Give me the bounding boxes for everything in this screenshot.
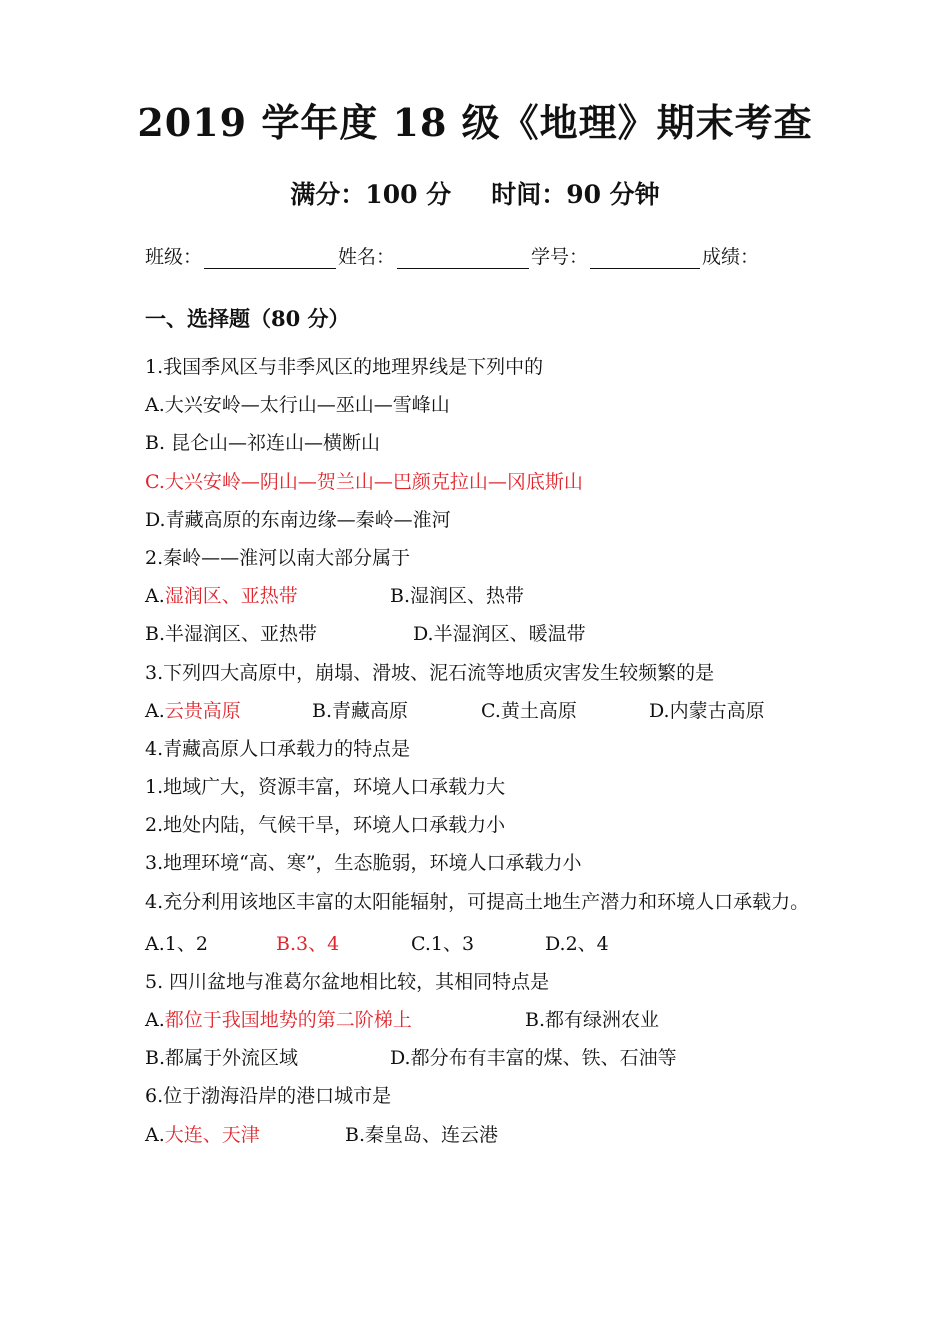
question-1-option-b: B. 昆仑山—祁连山—横断山 <box>145 432 381 455</box>
question-6-option-b: B.秦皇岛、连云港 <box>345 1123 499 1146</box>
question-5-option-c: B.都属于外流区域 <box>145 1047 299 1070</box>
class-label: 班级： <box>145 246 203 268</box>
option-prefix: A. <box>145 699 165 722</box>
id-blank[interactable] <box>590 244 700 269</box>
question-3-option-d: D.内蒙古高原 <box>649 699 765 722</box>
exam-meta <box>0 175 950 211</box>
question-4-statement-3: 3.地理环境“高、寒”，生态脆弱，环境人口承载力小 <box>145 852 582 875</box>
option-prefix: A. <box>145 1009 165 1031</box>
name-blank[interactable] <box>397 244 529 269</box>
question-4-option-c: C.1、3 <box>411 932 475 955</box>
question-2-row-2 <box>145 615 825 653</box>
question-4-stem: 4.青藏高原人口承载力的特点是 <box>145 737 411 760</box>
answer-text: 大连、天津 <box>164 1123 260 1146</box>
question-4-options <box>145 925 825 963</box>
question-4-option-d: D.2、4 <box>545 932 609 955</box>
question-1-option-a: A.大兴安岭—太行山—巫山—雪峰山 <box>145 394 450 417</box>
question-6-options <box>145 1116 825 1154</box>
question-6-option-a <box>145 1116 260 1154</box>
question-3-options <box>145 692 825 730</box>
question-2-stem: 2.秦岭——淮河以南大部分属于 <box>145 546 411 569</box>
question-list <box>145 348 825 1154</box>
question-2-option-b: B.湿润区、热带 <box>390 585 525 608</box>
question-2-option-a <box>145 577 298 615</box>
question-5-option-b: B.都有绿洲农业 <box>525 1009 660 1031</box>
answer-text: 云贵高原 <box>164 699 241 722</box>
exam-time: 时间：90 分钟 <box>491 180 660 209</box>
question-5-stem: 5. 四川盆地与准葛尔盆地相比较，其相同特点是 <box>145 970 550 993</box>
answer-text: 都位于我国地势的第二阶梯上 <box>164 1009 412 1031</box>
grade-label: 成绩： <box>702 246 760 268</box>
full-score: 满分：100 分 <box>290 180 452 209</box>
question-1-stem: 1.我国季风区与非季风区的地理界线是下列中的 <box>145 356 544 378</box>
question-2-row-1 <box>145 577 825 615</box>
question-5-row-2 <box>145 1039 825 1077</box>
question-5-row-1 <box>145 1001 825 1039</box>
answer-text: 湿润区、亚热带 <box>164 585 298 608</box>
question-2-option-c: B.半湿润区、亚热带 <box>145 623 318 646</box>
option-prefix: A. <box>145 1123 165 1146</box>
question-1-option-c-answer: C.大兴安岭—阴山—贺兰山—巴颜克拉山—冈底斯山 <box>145 470 583 493</box>
question-5-option-a <box>145 1001 412 1039</box>
question-4-statement-2: 2.地处内陆，气候干旱，环境人口承载力小 <box>145 814 506 837</box>
page-title: 2019 学年度 18 级《地理》期末考查 <box>137 100 813 145</box>
question-1-option-d: D.青藏高原的东南边缘—秦岭—淮河 <box>145 508 451 531</box>
question-2-option-d: D.半湿润区、暖温带 <box>413 623 586 646</box>
name-label: 姓名： <box>338 246 396 268</box>
option-prefix: A. <box>145 585 165 608</box>
student-info <box>145 242 825 269</box>
question-3-stem: 3.下列四大高原中，崩塌、滑坡、泥石流等地质灾害发生较频繁的是 <box>145 661 715 684</box>
section-heading: 一、选择题（80 分） <box>145 306 350 331</box>
class-blank[interactable] <box>204 244 336 269</box>
question-3-option-c: C.黄土高原 <box>481 699 577 722</box>
question-5-option-d: D.都分布有丰富的煤、铁、石油等 <box>390 1047 677 1070</box>
question-6-stem: 6.位于渤海沿岸的港口城市是 <box>145 1085 392 1108</box>
question-4-statement-4: 4.充分利用该地区丰富的太阳能辐射，可提高土地生产潜力和环境人口承载力。 <box>145 890 810 913</box>
question-4-option-b-answer: B.3、4 <box>276 932 340 955</box>
question-3-option-b: B.青藏高原 <box>312 699 409 722</box>
question-3-option-a <box>145 692 241 730</box>
id-label: 学号： <box>531 246 589 268</box>
question-4-option-a: A.1、2 <box>145 932 208 955</box>
question-4-statement-1: 1.地域广大，资源丰富，环境人口承载力大 <box>145 776 506 799</box>
